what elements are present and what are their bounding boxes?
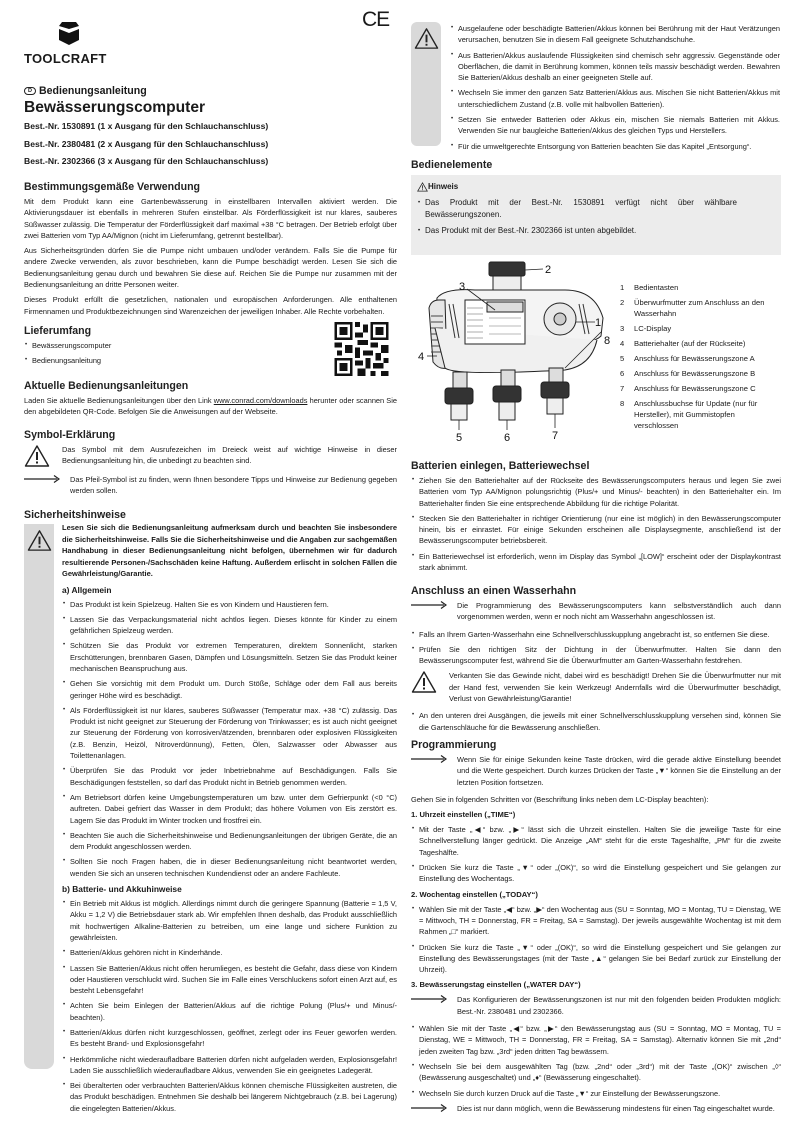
battery-warning-sidebar	[411, 22, 441, 146]
legend-item	[620, 398, 780, 431]
legend-item	[620, 297, 780, 319]
section-programming	[411, 738, 781, 1120]
connection-list	[411, 629, 781, 667]
list-item: • Gehen Sie vorsichtig mit dem Produkt um. Durch Stöße, Schläge oder dem Fall aus bereits geringer Höhe wird es beschädigt.	[62, 678, 397, 701]
safety-sidebar	[24, 524, 54, 1069]
list-item: • Beachten Sie auch die Sicherheitshinweise und Bedienungsanleitungen der übrigen Geräte, die an dem Produkt angeschlossen werden.	[62, 830, 397, 853]
order-number-3: Best.-Nr. 2302366 (3 x Ausgang für den Schlauchanschluss)	[24, 156, 269, 166]
order-number-1: Best.-Nr. 1530891 (1 x Ausgang für den Schlauchanschluss)	[24, 121, 269, 131]
section-heading: Symbol-Erklärung	[24, 429, 116, 441]
section-battery-install	[411, 459, 781, 577]
list-item: • Lassen Sie Batterien/Akkus nicht offen herumliegen, es besteht die Gefahr, dass diese von Kindern oder Haustieren verschluckt wird. Suchen Sie im Falle eines Verschluckens sofort einen Arzt auf, es besteht Lebensgefahr!	[62, 963, 397, 997]
list-item: • Wechseln Sie bei dem ausgewählten Tag (bzw. „2nd“ oder „3rd“) mit der Taste „(OK)“ zwischen „◊“ (Bewässerung ausgeschaltet) und „♦“ (Bewässerung eingeschaltet).	[411, 1061, 781, 1084]
step-1-list	[411, 824, 781, 884]
list-item: • Als Förderflüssigkeit ist nur klares, sauberes Süßwasser (Temperatur max. +38 °C) zulässig. Das Produkt ist nicht geeignet zur Steuerung der Förderung von Trinkwasser; es ist auch nicht geeignet zur Steuerung der Förderung von korrosiven/ätzenden, brennbaren oder explosiven Flüssigkeiten (z.B. Benzin, Heizöl, Nitroverdünnung), Fetten, Ölen, Salzwasser oder Abwasser aus Toilettenanlagen.	[62, 705, 397, 761]
note-text: Das Konfigurieren der Bewässerungszonen ist nur mit den folgenden beiden Produkten möglich: Best.-Nr. 2380481 und 2302366.	[457, 995, 781, 1016]
legend-text: Anschluss für Bewässerungszone C	[634, 384, 756, 393]
list-item: • Ein Batteriewechsel ist erforderlich, wenn im Display das Symbol „[LOW]“ erscheint oder der Displaykontrast stark abnimmt.	[411, 551, 781, 574]
arrow-note	[411, 600, 781, 623]
step-2-heading: 2. Wochentag einstellen („TODAY“)	[411, 889, 538, 899]
section-intended-use	[24, 180, 397, 321]
toolcraft-logo	[24, 20, 124, 72]
legend-number: 1	[620, 283, 625, 292]
note-text: Die Programmierung des Bewässerungscomputers kann selbstverständlich auch dann vorgenommen werden, wenn er noch nicht am Wasserhahn angeschlossen ist.	[457, 601, 781, 622]
battery-safety-list-continued	[450, 23, 780, 152]
section-heading: Aktuelle Bedienungsanleitungen	[24, 380, 189, 392]
list-item: • Am Betriebsort dürfen keine Umgebungstemperaturen um bzw. unter dem Gefrierpunkt (<0 °C) auftreten. Dabei gefriert das Wasser in dem Produkt; das höhere Volumen von Eis zerstört es. Lagern Sie das Produkt im Winter trocken und frostfrei ein.	[62, 792, 397, 826]
section-faucet-connection	[411, 584, 781, 737]
safety-intro: Lesen Sie sich die Bedienungsanleitung aufmerksam durch und beachten Sie insbesondere die Sicherheitshinweise. Falls Sie die Sicherheitshinweise und die Angaben zur sachgemäßen Handhabung in dieser Bedienungsanleitung nicht befolgen, übernehmen wir für dadurch resultierende Personen-/Sachschäden keine Haftung. Außerdem erlischt in solchen Fällen die Gewährleistung/Garantie.	[62, 523, 397, 578]
warning-triangle-icon	[417, 182, 428, 192]
paragraph	[24, 395, 397, 418]
legend-text: Batteriehalter (auf der Rückseite)	[634, 339, 746, 348]
arrow-note	[411, 994, 781, 1017]
paragraph: Gehen Sie in folgenden Schritten vor (Beschriftung links neben dem LC-Display beachten):	[411, 794, 709, 804]
legend-text: Anschlussbuchse für Update (nur für Hersteller), mit Gummistopfen verschlossen	[634, 399, 758, 430]
list-item: • Stecken Sie den Batteriehalter in richtiger Orientierung (nur eine ist möglich) in den Bewässerungscomputer hinein, bis er einrastet. Für einige Sekunden erscheinen alle Displaysegmente, anschließend ist der Bewässerungscomputer betriebsbereit.	[411, 513, 781, 547]
subheading-general: a) Allgemein	[62, 584, 112, 595]
step-2-list	[411, 904, 781, 976]
qr-code[interactable]	[333, 322, 390, 376]
legend-text: Anschluss für Bewässerungszone B	[634, 369, 756, 378]
legend-text: LC-Display	[634, 324, 672, 333]
arrow-note	[411, 754, 781, 788]
section-heading: Batterien einlegen, Batteriewechsel	[411, 460, 590, 472]
list-item: • Prüfen Sie den richtigen Sitz der Dichtung in der Überwurfmutter. Halten Sie dann den Bewässerungscomputer fest, während Sie die Überwurfmutter am Garten-Wasserhahn festdrehen.	[411, 644, 781, 667]
callout-8: 8	[604, 335, 611, 347]
list-item: • Achten Sie beim Einlegen der Batterien/Akkus auf die richtige Polung (Plus/+ und Minus/- beachten).	[62, 1000, 397, 1023]
legend-number: 4	[620, 339, 625, 348]
step-1-heading: 1. Uhrzeit einstellen („TIME“)	[411, 810, 516, 820]
battery-warning-continued	[450, 23, 780, 156]
warning-triangle-icon	[414, 26, 439, 51]
step-3-list	[411, 1023, 781, 1099]
list-item: • Das Produkt ist kein Spielzeug. Halten Sie es von Kindern und Haustieren fern.	[62, 599, 397, 610]
callout-2: 2	[545, 264, 552, 276]
section-heading: Bedienelemente	[411, 159, 493, 171]
list-item: • Wählen Sie mit der Taste „◀“ bzw. „▶“ den Bewässerungstag aus (SU = Sonntag, MO = Montag, TU = Dienstag, WE = Mittwoch, TH = Donnerstag, FR = Freitag, SA = Samstag). Alternativ können Sie mit „2nd“ jeden zweiten Tag bzw. „3rd“ jeden dritten Tag bewässern.	[411, 1023, 781, 1057]
list-item: • Drücken Sie kurz die Taste „▼“ oder „(OK)“, so wird die Einstellung gespeichert und Sie gelangen zur Einstellung des Wochentags.	[411, 862, 781, 885]
section-symbols	[24, 428, 397, 503]
general-safety-list	[62, 599, 397, 880]
manual-label: Bedienungsanleitung	[39, 85, 147, 97]
order-number-2: Best.-Nr. 2380481 (2 x Ausgang für den Schlauchanschluss)	[24, 138, 269, 149]
text: Laden Sie aktuelle Bedienungsanleitungen über den Link	[24, 396, 214, 405]
section-heading: Sicherheitshinweise	[24, 509, 126, 521]
warning-triangle-icon	[24, 444, 50, 468]
legend-number: 2	[620, 298, 625, 307]
note-text: Dies ist nur dann möglich, wenn die Bewässerung mindestens für einen Tag eingeschaltet wurde.	[457, 1103, 775, 1113]
list-item: • Das Produkt mit der Best.-Nr. 2302366 ist unten abgebildet.	[417, 225, 737, 237]
list-item: • An den unteren drei Ausgängen, die jeweils mit einer Schnellverschlusskupplung versehen sind, können Sie die Gartenschläuche für die Bewässerung anschließen.	[411, 710, 781, 733]
legend-item	[620, 368, 780, 379]
arrow-right-icon	[24, 474, 60, 484]
section-heading: Lieferumfang	[24, 325, 92, 337]
callout-5: 5	[456, 432, 463, 444]
list-item: • Setzen Sie entweder Batterien oder Akkus ein, mischen Sie niemals Batterien mit Akkus. Verwenden Sie nur baugleiche Batterien/Akkus des gleichen Typs und Herstellers.	[450, 114, 780, 137]
list-item: • Bewässerungscomputer	[24, 340, 397, 351]
page-title: Bewässerungscomputer	[24, 99, 206, 116]
list-item: • Wählen Sie mit der Taste „◀“ bzw. „▶“ den Wochentag aus (SU = Sonntag, MO = Montag, TU = Dienstag, WE = Mittwoch, TH = Donnerstag, FR = Freitag, SA = Samstag). Der jeweils ausgewählte Wochentag ist mit dem Rahmen „□“ markiert.	[411, 904, 781, 938]
section-current-manuals	[24, 379, 397, 422]
warning-triangle-icon	[411, 670, 437, 694]
step-3-heading: 3. Bewässerungstag einstellen („WATER DAY“)	[411, 980, 581, 990]
list-item: • Wechseln Sie durch kurzen Druck auf die Taste „▼“ zur Einstellung der Bewässerungszone.	[411, 1088, 781, 1099]
arrow-right-icon	[411, 1103, 447, 1113]
section-controls	[411, 158, 781, 255]
list-item: • Batterien/Akkus gehören nicht in Kinderhände.	[62, 947, 397, 958]
connection-list-2	[411, 710, 781, 733]
list-item: • Das Produkt mit der Best.-Nr. 1530891 verfügt nicht über wählbare Bewässerungszonen.	[417, 197, 737, 221]
logo-mark-icon	[58, 20, 80, 46]
legend-item	[620, 323, 780, 334]
arrow-symbol-text: Das Pfeil-Symbol ist zu finden, wenn Ihnen besondere Tipps und Hinweise zur Bedienung gegeben werden sollen.	[70, 475, 397, 496]
arrow-right-icon	[411, 754, 447, 764]
warning-text: Verkanten Sie das Gewinde nicht, dabei wird es beschädigt! Drehen Sie die Überwurfmutter nur mit der Hand fest, verwenden Sie kein Werkzeug! Andernfalls wird die Überwurfmutter beschädigt, Verlust von Gewährleistung/Garantie!	[449, 671, 781, 704]
legend-number: 7	[620, 384, 625, 393]
paragraph: Aus Sicherheitsgründen dürfen Sie die Pumpe nicht umbauen und/oder verändern. Falls Sie die Pumpe für andere Zwecke verwenden, als zuvor beschrieben, kann die Pumpe beschädigt werden. Lesen Sie sich die Bedienungsanleitung genau durch und bewahren Sie diese auf. Reichen Sie die Pumpe nur zusammen mit der Bedienungsanleitung an dritte Personen weiter.	[24, 246, 397, 290]
subheading-battery: b) Batterie- und Akkuhinweise	[62, 884, 182, 895]
callout-1: 1	[595, 317, 602, 329]
legend-text: Anschluss für Bewässerungszone A	[634, 354, 755, 363]
warning-symbol-text: Das Symbol mit dem Ausrufezeichen im Dreieck weist auf wichtige Hinweise in dieser Bedienungsanleitung hin, die unbedingt zu beachten sind.	[62, 445, 397, 466]
list-item: • Für die umweltgerechte Entsorgung von Batterien beachten Sie das Kapitel „Entsorgung“.	[450, 141, 780, 152]
list-item: • Lassen Sie das Verpackungsmaterial nicht achtlos liegen. Dieses könnte für Kinder zu einem gefährlichen Spielzeug werden.	[62, 614, 397, 637]
callout-4: 4	[418, 351, 425, 363]
legend-item	[620, 282, 780, 293]
hint-box	[411, 175, 781, 255]
arrow-symbol-note	[24, 474, 397, 497]
paragraph: Dieses Produkt erfüllt die gesetzlichen, nationalen und europäischen Anforderungen. Alle enthaltenen Firmennamen und Produktbezeichnungen sind Warenzeichen der jeweiligen Inhaber. Alle Rechte vorbehalten.	[24, 295, 397, 316]
warning-symbol-note	[24, 444, 397, 468]
list-item: • Aus Batterien/Akkus auslaufende Flüssigkeiten sind chemisch sehr aggressiv. Gegenstände oder Oberflächen, die damit in Berührung kommen, können teils massiv beschädigt werden. Bewahren Sie Batterien/Akkus deshalb an einer geeigneten Stelle auf.	[450, 50, 780, 84]
legend-item	[620, 353, 780, 364]
device-illustration	[429, 262, 603, 420]
list-item: • Sollten Sie noch Fragen haben, die in dieser Bedienungsanleitung nicht beantwortet werden, wenden Sie sich an unseren technischen Kundendienst oder an andere Fachleute.	[62, 856, 397, 879]
section-heading: Programmierung	[411, 739, 497, 751]
brand-name: TOOLCRAFT	[24, 51, 107, 66]
note-text: Wenn Sie für einige Sekunden keine Taste drücken, wird die gerade aktive Einstellung beendet und die Werte gespeichert. Durch kurzes Drücken der Taste „▼“ können Sie die Einstellung an der letzten Position fortsetzen.	[457, 755, 781, 787]
legend-number: 6	[620, 369, 625, 378]
section-heading: Anschluss an einen Wasserhahn	[411, 585, 577, 597]
language-d-icon: D	[24, 87, 36, 95]
list-item: • Wechseln Sie immer den ganzen Satz Batterien/Akkus aus. Mischen Sie nicht Batterien/Akkus mit unterschiedlichem Zustand (z.B. volle mit halbvollen Batterien).	[450, 87, 780, 110]
legend-text: Überwurfmutter zum Anschluss an den Wasserhahn	[634, 298, 765, 318]
battery-safety-list	[62, 898, 397, 1114]
device-diagram	[415, 258, 615, 448]
list-item: • Bedienungsanleitung	[24, 355, 397, 366]
list-item: • Falls an Ihrem Garten-Wasserhahn eine Schnellverschlusskupplung angebracht ist, so entfernen Sie diese.	[411, 629, 781, 640]
list-item: • Bei überalterten oder verbrauchten Batterien/Akkus können chemische Flüssigkeiten austreten, die das Produkt beschädigen. Entnehmen Sie deshalb bei längerem Nichtgebrauch (z.B. bei Lagerung) die eingelegten Batterien/Akkus.	[62, 1080, 397, 1114]
legend-number: 8	[620, 399, 625, 408]
ce-mark: CE	[362, 8, 390, 31]
legend-item	[620, 338, 780, 349]
diagram-legend	[620, 282, 780, 435]
legend-number: 3	[620, 324, 625, 333]
list-item: • Ausgelaufene oder beschädigte Batterien/Akkus können bei Berührung mit der Haut Verätzungen verursachen, benutzen Sie in diesem Fall geeignete Schutzhandschuhe.	[450, 23, 780, 46]
warning-triangle-icon	[27, 528, 52, 553]
list-item: • Mit der Taste „◀“ bzw. „▶“ lässt sich die Uhrzeit einstellen. Halten Sie die jeweilige Taste für eine Schnellverstellung länger gedrückt. Die Anzeige „AM“ steht für die erste Tageshälfte, „PM“ für die zweite Tageshälfte.	[411, 824, 781, 858]
arrow-note	[411, 1103, 781, 1114]
text: herunter oder scannen Sie den abgebildeten QR-Code. Befolgen Sie die Anweisungen auf der Webseite.	[24, 396, 397, 417]
warning-note	[411, 670, 781, 704]
legend-item	[620, 383, 780, 394]
callout-6: 6	[504, 432, 511, 444]
document-header	[24, 84, 397, 171]
safety-content	[62, 522, 397, 1118]
arrow-right-icon	[411, 600, 447, 610]
list-item: • Schützen Sie das Produkt vor extremen Temperaturen, direktem Sonnenlicht, starken Erschütterungen, brennbaren Gasen, Dämpfen und Lösungsmitteln. Setzen Sie das Produkt keiner mechanischen Beanspruchung aus.	[62, 640, 397, 674]
hint-title: Hinweis	[428, 182, 459, 191]
callout-3: 3	[459, 281, 466, 293]
download-link[interactable]: www.conrad.com/downloads	[213, 396, 308, 405]
arrow-right-icon	[411, 994, 447, 1004]
list-item: • Überprüfen Sie das Produkt vor jeder Inbetriebnahme auf Beschädigungen. Falls Sie Beschädigungen feststellen, so darf das Produkt nicht in Betrieb genommen werden.	[62, 765, 397, 788]
legend-text: Bedientasten	[634, 283, 679, 292]
legend-number: 5	[620, 354, 625, 363]
section-heading: Bestimmungsgemäße Verwendung	[24, 181, 201, 193]
list-item: • Drücken Sie kurz die Taste „▼“ oder „(OK)“, so wird die Einstellung gespeichert und Sie gelangen zur Einstellung des Bewässerungstages (mit der Taste „▲“ gelangen Sie bei Bedarf zurück zur Einstellung der Uhrzeit).	[411, 942, 781, 976]
callout-7: 7	[552, 430, 559, 442]
list-item: • Ein Betrieb mit Akkus ist möglich. Allerdings nimmt durch die geringere Spannung (Batterie = 1,5 V, Akku = 1,2 V) die Betriebsdauer stark ab. Wir empfehlen Ihnen deshalb, das Produkt ausschließlich mit hochwertigen Alkaline-Batterien zu betreiben, um eine lange und sichere Funktion zu gewährleisten.	[62, 898, 397, 943]
list-item: • Batterien/Akkus dürfen nicht kurzgeschlossen, geöffnet, zerlegt oder ins Feuer geworfen werden. Es besteht Brand- und Explosionsgefahr!	[62, 1027, 397, 1050]
hint-list	[417, 197, 737, 237]
list-item: • Herkömmliche nicht wiederaufladbare Batterien dürfen nicht aufgeladen werden, Explosionsgefahr! Laden Sie ausschließlich wiederaufladbare Akkus, verwenden Sie ein geeignetes Ladegerät.	[62, 1054, 397, 1077]
battery-install-list	[411, 475, 781, 573]
list-item: • Ziehen Sie den Batteriehalter auf der Rückseite des Bewässerungscomputers heraus und legen Sie zwei Batterien vom Typ AA/Mignon polungsrichtig (Plus/+ und Minus/- beachten) in den Batteriehalter ein. Im Batteriehalter finden Sie eine entsprechende Abbildung für die richtige Polarität.	[411, 475, 781, 509]
paragraph: Mit dem Produkt kann eine Gartenbewässerung in einstellbaren Intervallen aktiviert werden. Die Aktivierungsdauer ist ebenfalls in mehreren Stufen einstellbar. Als Förderflüssigkeit ist nur klares, sauberes Süßwasser zulässig. Die Temperatur der Förderflüssigkeit darf maximal +38 °C betragen. Der Betrieb erfolgt über zwei Batterien vom Typ AA/Mignon (nicht im Lieferumfang, getrennt bestellbar).	[24, 197, 397, 240]
